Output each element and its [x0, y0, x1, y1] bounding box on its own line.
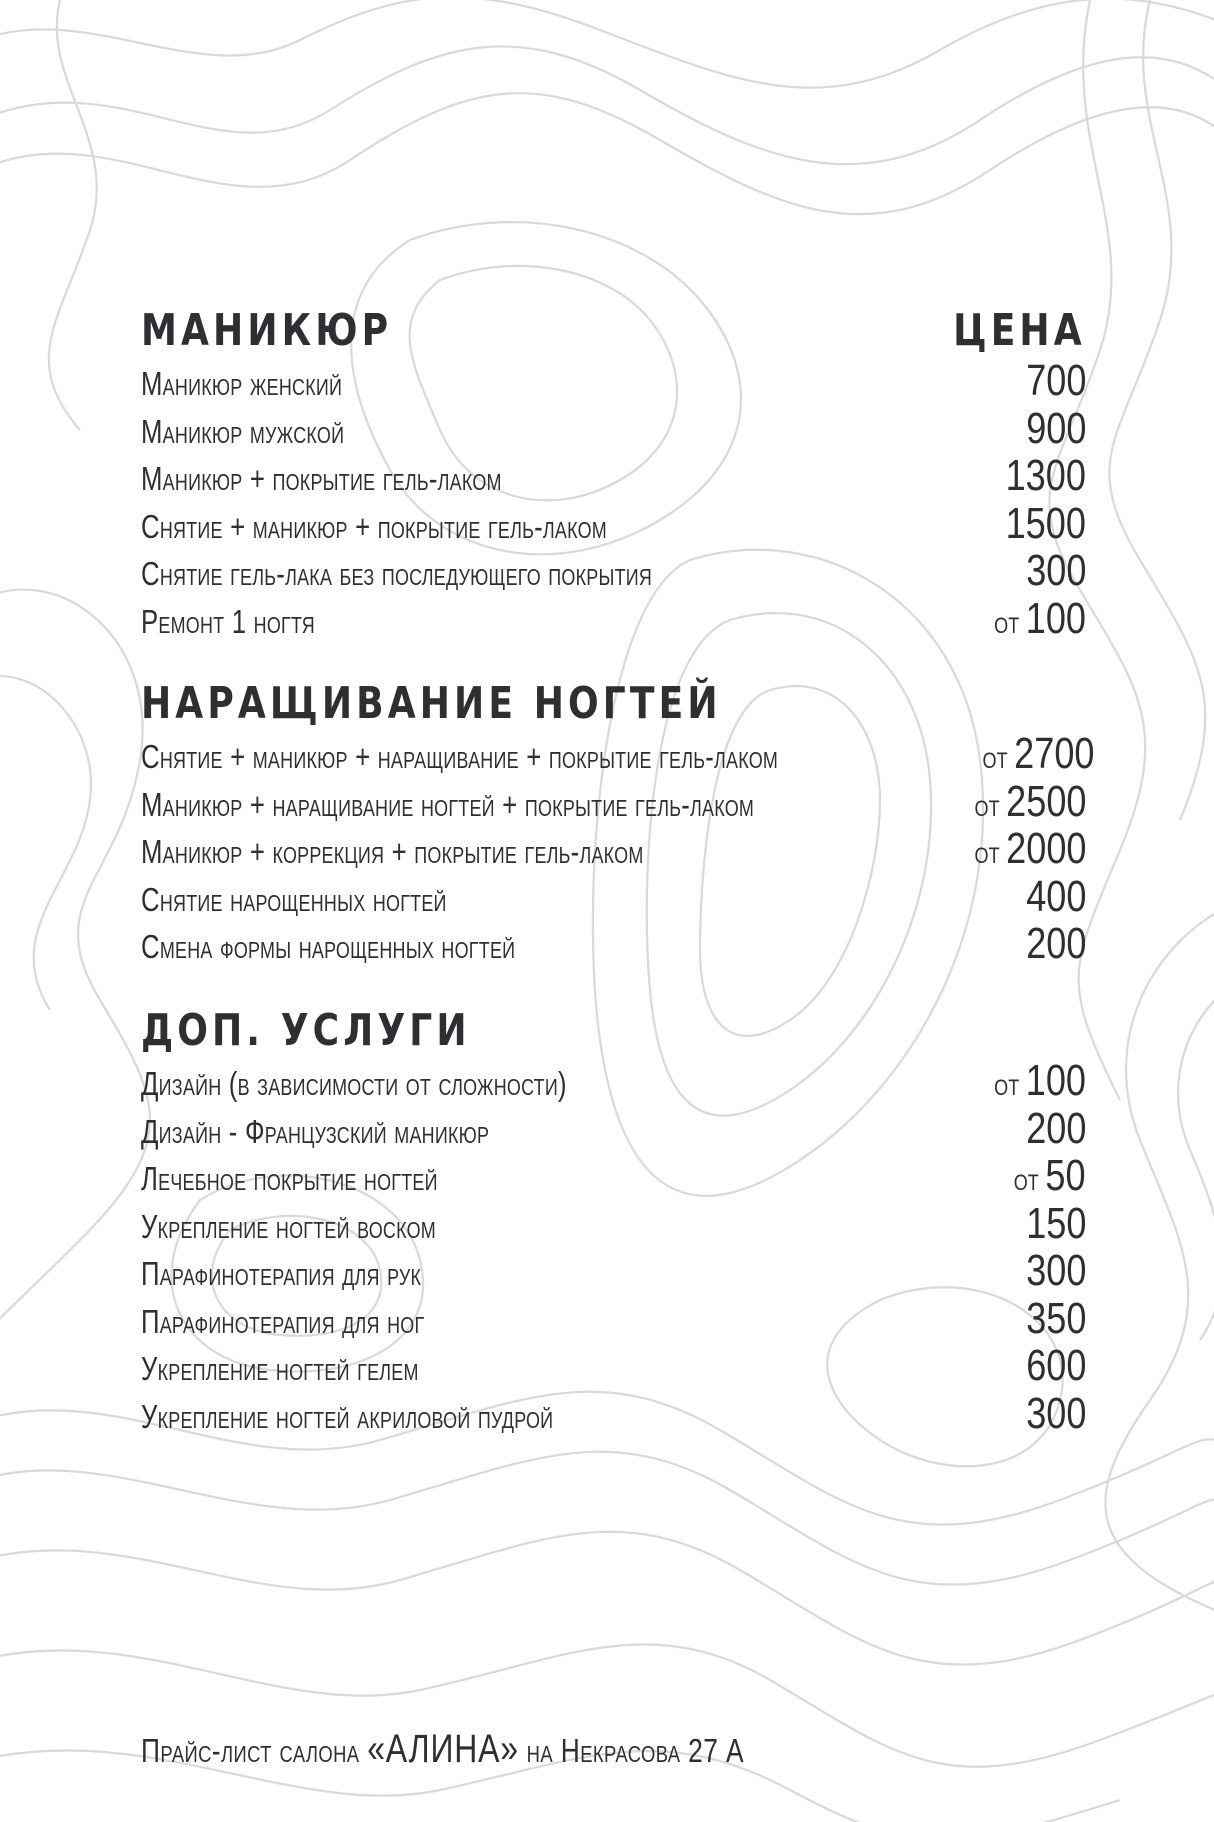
price-row [141, 1246, 1086, 1294]
service-name: Парафинотерапия для ног [141, 1302, 425, 1340]
price-row [141, 1056, 1086, 1104]
price-row [141, 729, 1095, 778]
price-row [141, 872, 1086, 920]
price-row [141, 1151, 1086, 1199]
extension-header [141, 669, 1086, 729]
price-value: 2500 [1005, 776, 1086, 826]
price-value: 2700 [1013, 729, 1095, 778]
salon-name: «АЛИНА» [367, 1727, 519, 1771]
service-name: Снятие + маникюр + наращивание + покрытие гель-лаком [141, 738, 779, 775]
price-row [141, 1389, 1086, 1437]
service-name: Ремонт 1 ногтя [141, 602, 315, 640]
price-value: 300 [1025, 546, 1086, 595]
manicure-title: МАНИКЮР [141, 305, 393, 356]
footer-caption [141, 1727, 744, 1772]
service-price [999, 451, 1086, 501]
service-price [1019, 1199, 1086, 1249]
price-value: 150 [1025, 1198, 1086, 1248]
service-name: Снятие + маникюр + покрытие гель-лаком [141, 507, 607, 545]
price-prefix: от [994, 1066, 1020, 1102]
price-prefix: от [982, 739, 1008, 775]
price-value: 900 [1025, 403, 1086, 453]
service-price [982, 729, 1094, 779]
extra-services-section [141, 996, 1086, 1436]
price-prefix: от [974, 786, 1000, 823]
footer-text-before: Прайс-лист салона [141, 1732, 368, 1769]
service-name: Маникюр женский [141, 365, 343, 402]
price-row [141, 919, 1086, 967]
service-price [994, 594, 1086, 644]
price-row [141, 1294, 1086, 1342]
service-price [1019, 1104, 1086, 1154]
service-name: Маникюр + наращивание ногтей + покрытие гель-лаком [141, 785, 755, 823]
price-row [141, 1199, 1086, 1247]
price-value: 50 [1045, 1151, 1086, 1200]
price-value: 200 [1025, 919, 1086, 968]
extra-title: ДОП. УСЛУГИ [141, 1005, 471, 1056]
price-value: 600 [1025, 1341, 1086, 1390]
service-name: Лечебное покрытие ногтей [141, 1160, 438, 1197]
footer-text-after: на Некрасова 27 А [518, 1732, 745, 1769]
price-value: 200 [1025, 1103, 1086, 1153]
service-name: Маникюр мужской [141, 412, 345, 450]
service-price [974, 824, 1086, 874]
manicure-list [141, 356, 1086, 641]
service-price [1019, 546, 1086, 596]
service-name: Укрепление ногтей гелем [141, 1350, 419, 1387]
service-name: Снятие нарощенных ногтей [141, 880, 447, 918]
service-name: Дизайн - Французский маникюр [141, 1112, 490, 1150]
service-price [994, 1056, 1086, 1106]
service-price [999, 499, 1086, 549]
price-row [141, 777, 1086, 825]
price-row [141, 356, 1086, 404]
price-value: 100 [1025, 1056, 1086, 1105]
service-name: Укрепление ногтей воском [141, 1207, 436, 1245]
price-value: 1300 [1005, 451, 1086, 500]
service-price [1014, 1151, 1086, 1201]
price-value: 100 [1025, 593, 1086, 643]
service-name: Маникюр + коррекция + покрытие гель-лаком [141, 833, 644, 870]
price-value: 300 [1025, 1388, 1086, 1438]
service-price [1019, 1246, 1086, 1296]
extra-header [141, 996, 1086, 1056]
manicure-header [141, 296, 1086, 356]
price-value: 1500 [1005, 498, 1086, 548]
price-value: 700 [1025, 356, 1086, 405]
price-prefix: от [994, 603, 1020, 640]
price-value: 400 [1025, 871, 1086, 921]
service-name: Снятие гель-лака без последующего покрытия [141, 555, 653, 592]
service-price [1019, 872, 1086, 922]
price-row [141, 499, 1086, 547]
price-row [141, 824, 1086, 872]
service-name: Парафинотерапия для рук [141, 1255, 422, 1292]
price-prefix: от [1014, 1161, 1040, 1197]
service-price [974, 777, 1086, 827]
price-row [141, 546, 1086, 594]
service-name: Маникюр + покрытие гель-лаком [141, 460, 502, 497]
service-price [1019, 1341, 1086, 1391]
nail-extension-section [141, 669, 1095, 968]
service-name: Смена формы нарощенных ногтей [141, 928, 516, 965]
price-prefix: от [974, 834, 1000, 870]
service-price [1019, 919, 1086, 969]
extra-list [141, 1056, 1086, 1436]
price-value: 2000 [1005, 824, 1086, 873]
service-price [1019, 1389, 1086, 1439]
extension-list [141, 729, 1095, 968]
service-price [1019, 1294, 1086, 1344]
price-row [141, 1341, 1086, 1389]
price-row [141, 404, 1086, 452]
price-row [141, 451, 1086, 499]
price-value: 350 [1025, 1293, 1086, 1343]
price-row [141, 594, 1086, 642]
service-price [1019, 404, 1086, 454]
service-name: Дизайн (в зависимости от сложности) [141, 1065, 567, 1102]
price-value: 300 [1025, 1246, 1086, 1295]
price-column-header: ЦЕНА [953, 305, 1086, 356]
service-price [1019, 356, 1086, 406]
extension-title: НАРАЩИВАНИЕ НОГТЕЙ [141, 678, 722, 729]
price-row [141, 1104, 1086, 1152]
manicure-section [141, 296, 1086, 641]
service-name: Укрепление ногтей акриловой пудрой [141, 1397, 554, 1435]
